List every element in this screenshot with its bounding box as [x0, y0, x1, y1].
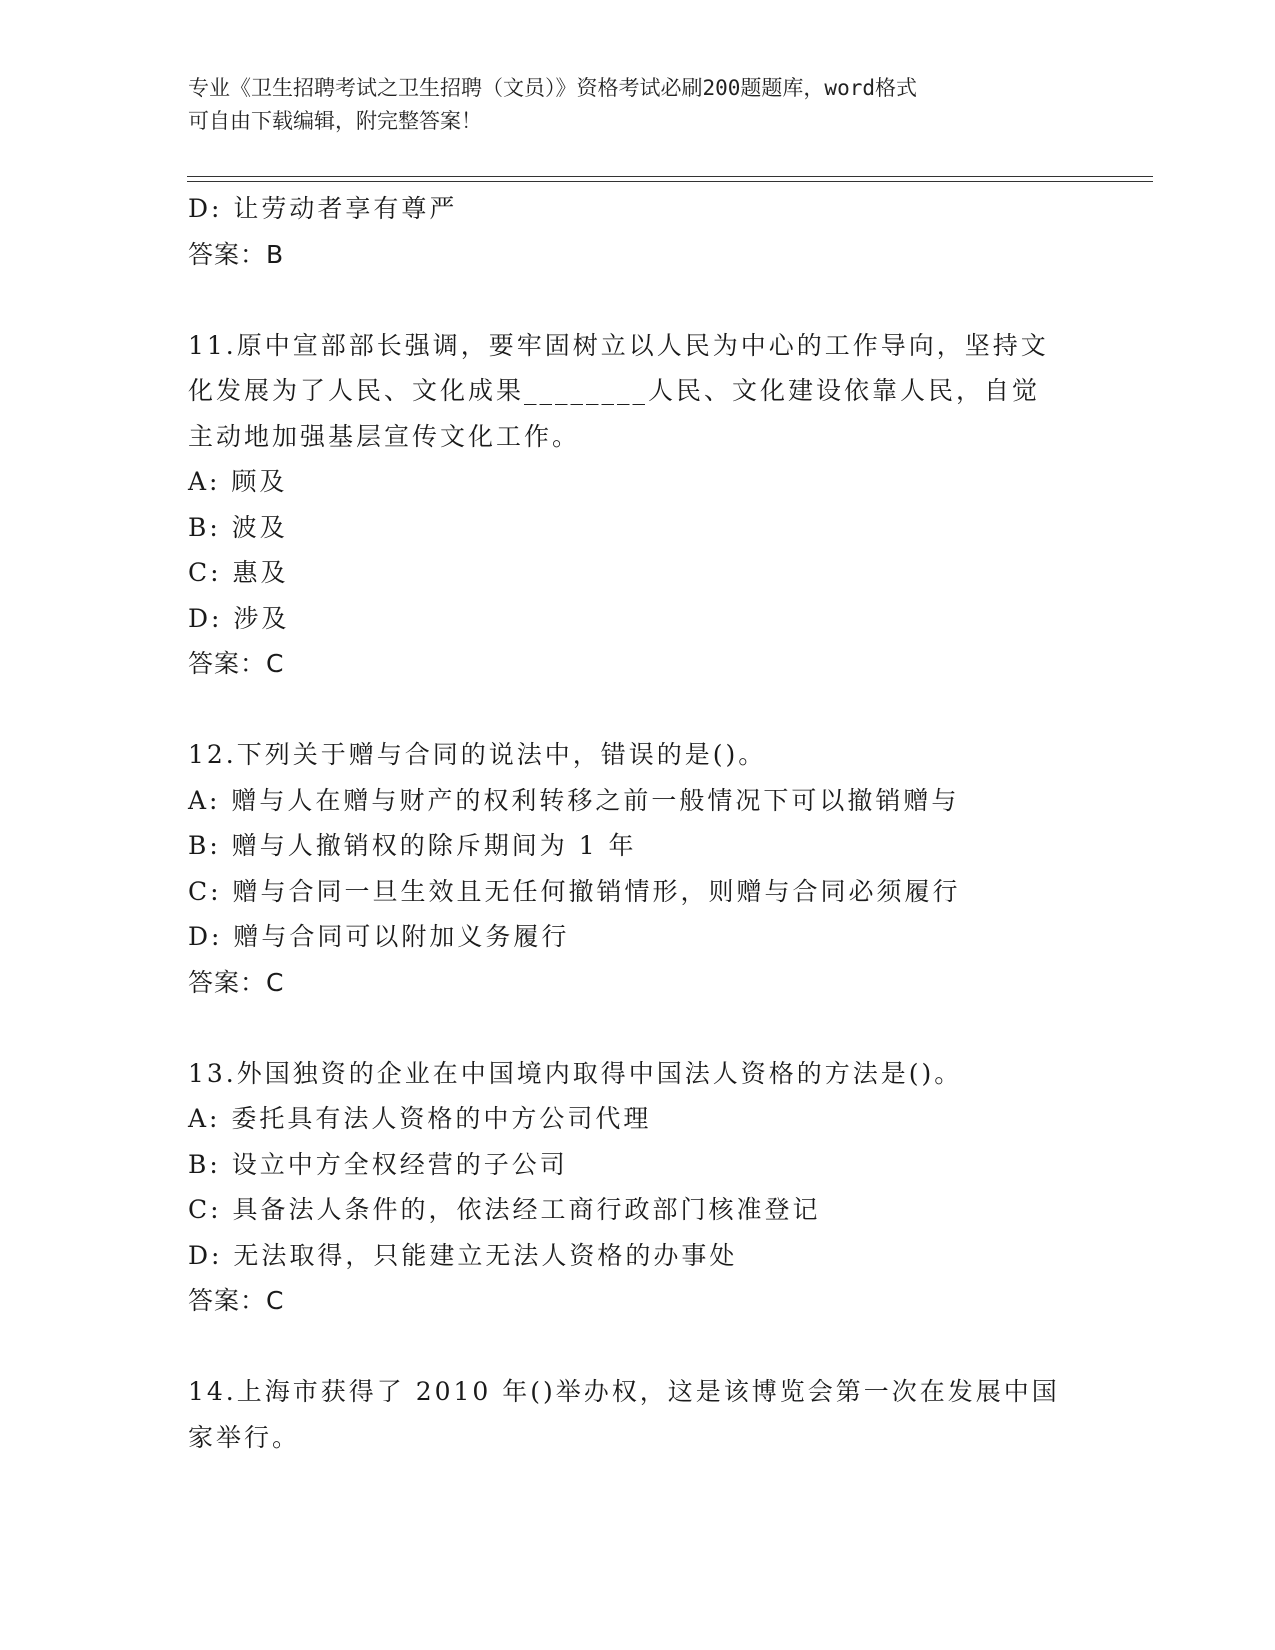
answer: 答案：C: [188, 967, 285, 997]
question-stem-line: 13.外国独资的企业在中国境内取得中国法人资格的方法是()。: [188, 1058, 963, 1088]
question-14: [188, 1369, 1088, 1460]
header-line-1: 专业《卫生招聘考试之卫生招聘（文员）》资格考试必刷200题题库，word格式: [188, 76, 917, 100]
option-d: D: 让劳动者享有尊严: [188, 194, 458, 223]
answer: 答案：B: [188, 239, 285, 269]
answer: 答案：C: [188, 649, 285, 678]
option-b: B: 波及: [188, 512, 288, 542]
option-b: B: 设立中方全权经营的子公司: [188, 1149, 568, 1179]
question-12: [188, 732, 1088, 1005]
prev-question-tail: [188, 186, 1088, 277]
option-b: B: 赠与人撤销权的除斥期间为 1 年: [188, 831, 637, 860]
document-header: [188, 72, 1088, 138]
header-rule-top: [187, 176, 1153, 177]
question-stem-line: 14.上海市获得了 2010 年()举办权，这是该博览会第一次在发展中国: [188, 1377, 1060, 1406]
question-list: [188, 186, 1088, 1460]
option-d: D: 无法取得，只能建立无法人资格的办事处: [188, 1240, 738, 1270]
question-11: [188, 323, 1088, 687]
question-stem-line: 家举行。: [188, 1422, 301, 1452]
question-stem-line: 化发展为了人民、文化成果________人民、文化建设依靠人民，自觉: [188, 376, 1041, 405]
header-line-2: 可自由下载编辑，附完整答案！: [188, 109, 482, 133]
option-d: D: 涉及: [188, 603, 290, 633]
option-a: A: 顾及: [188, 467, 288, 496]
option-c: C: 赠与合同一旦生效且无任何撤销情形，则赠与合同必须履行: [188, 876, 961, 906]
option-c: C: 具备法人条件的，依法经工商行政部门核准登记: [188, 1195, 821, 1224]
option-a: A: 委托具有法人资格的中方公司代理: [188, 1104, 652, 1133]
header-rule-bottom: [187, 181, 1153, 182]
option-d: D: 赠与合同可以附加义务履行: [188, 922, 570, 951]
option-a: A: 赠与人在赠与财产的权利转移之前一般情况下可以撤销赠与: [188, 785, 960, 815]
question-13: [188, 1051, 1088, 1324]
option-c: C: 惠及: [188, 558, 289, 587]
question-stem-line: 主动地加强基层宣传文化工作。: [188, 421, 581, 451]
question-stem-line: 11.原中宣部部长强调，要牢固树立以人民为中心的工作导向，坚持文: [188, 330, 1049, 360]
answer: 答案：C: [188, 1286, 285, 1315]
question-stem-line: 12.下列关于赠与合同的说法中，错误的是()。: [188, 740, 767, 769]
